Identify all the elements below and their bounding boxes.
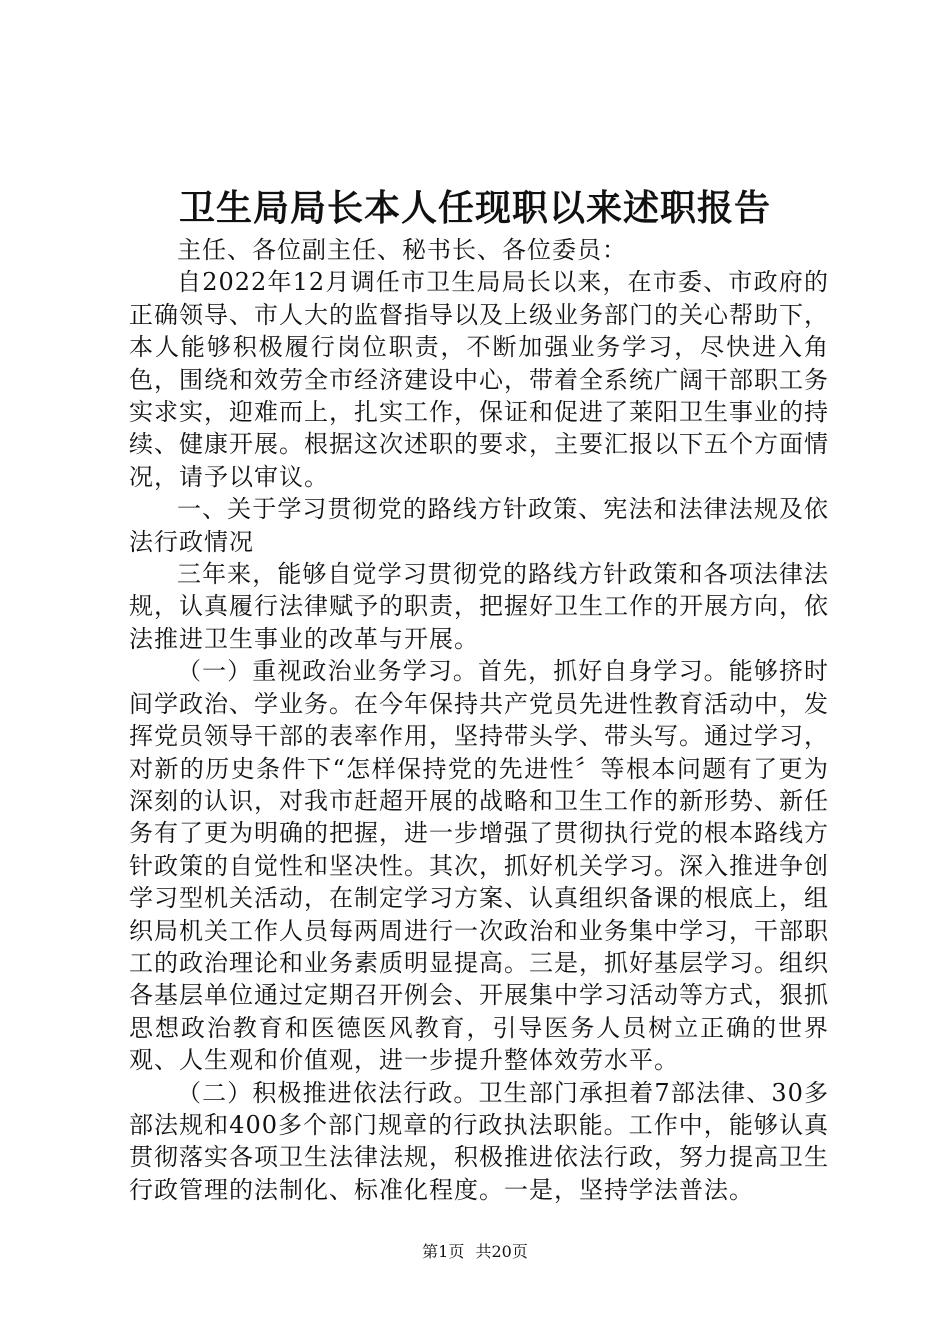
subsection-2-paragraph: （二）积极推进依法行政。卫生部门承担着7部法律、30多部法规和400多个部门规章的行政执法职能。工作中，能够认真贯彻落实各项卫生法律法规，积极推进依法行政，努力提高卫生行政管理的法制化、标准化程度。一是，坚持学法普法。: [129, 1078, 829, 1204]
salutation-paragraph: 主任、各位副主任、秘书长、各位委员：: [177, 236, 627, 264]
page-number: 第1页: [422, 1242, 465, 1261]
page-footer: [0, 1240, 950, 1264]
section-heading-1: 一、关于学习贯彻党的路线方针政策、宪法和法律法规及依法行政情况: [129, 495, 829, 556]
page-total: 共20页: [475, 1242, 528, 1261]
section-1-paragraph: 三年来，能够自觉学习贯彻党的路线方针政策和各项法律法规，认真履行法律赋予的职责，把握好卫生工作的开展方向，依法推进卫生事业的改革与开展。: [129, 560, 829, 653]
subsection-1-paragraph: （一）重视政治业务学习。首先，抓好自身学习。能够挤时间学政治、学业务。在今年保持共产党员先进性教育活动中，发挥党员领导干部的表率作用，坚持带头学、带头写。通过学习，对新的历史条件下“怎样保持党的先进性〞等根本问题有了更为深刻的认识，对我市赶超开展的战略和卫生工作的新形势、新任务有了更为明确的把握，进一步增强了贯彻执行党的根本路线方针政策的自觉性和坚决性。其次，抓好机关学习。深入推进争创学习型机关活动，在制定学习方案、认真组织备课的根底上，组织局机关工作人员每两周进行一次政治和业务集中学习，干部职工的政治理论和业务素质明显提高。三是，抓好基层学习。组织各基层单位通过定期召开例会、开展集中学习活动等方式，狠抓思想政治教育和医德医风教育，引导医务人员树立正确的世界观、人生观和价值观，进一步提升整体效劳水平。: [129, 657, 829, 1075]
document-title: 卫生局局长本人任现职以来述职报告: [178, 187, 771, 229]
document-body: [129, 234, 829, 1206]
intro-paragraph: 自2022年12月调任市卫生局局长以来，在市委、市政府的正确领导、市人大的监督指导以及上级业务部门的关心帮助下，本人能够积极履行岗位职责，不断加强业务学习，尽快进入角色，围绕和效劳全市经济建设中心，带着全系统广阔干部职工务实求实，迎难而上，扎实工作，保证和促进了莱阳卫生事业的持续、健康开展。根据这次述职的要求，主要汇报以下五个方面情况，请予以审议。: [129, 268, 829, 491]
